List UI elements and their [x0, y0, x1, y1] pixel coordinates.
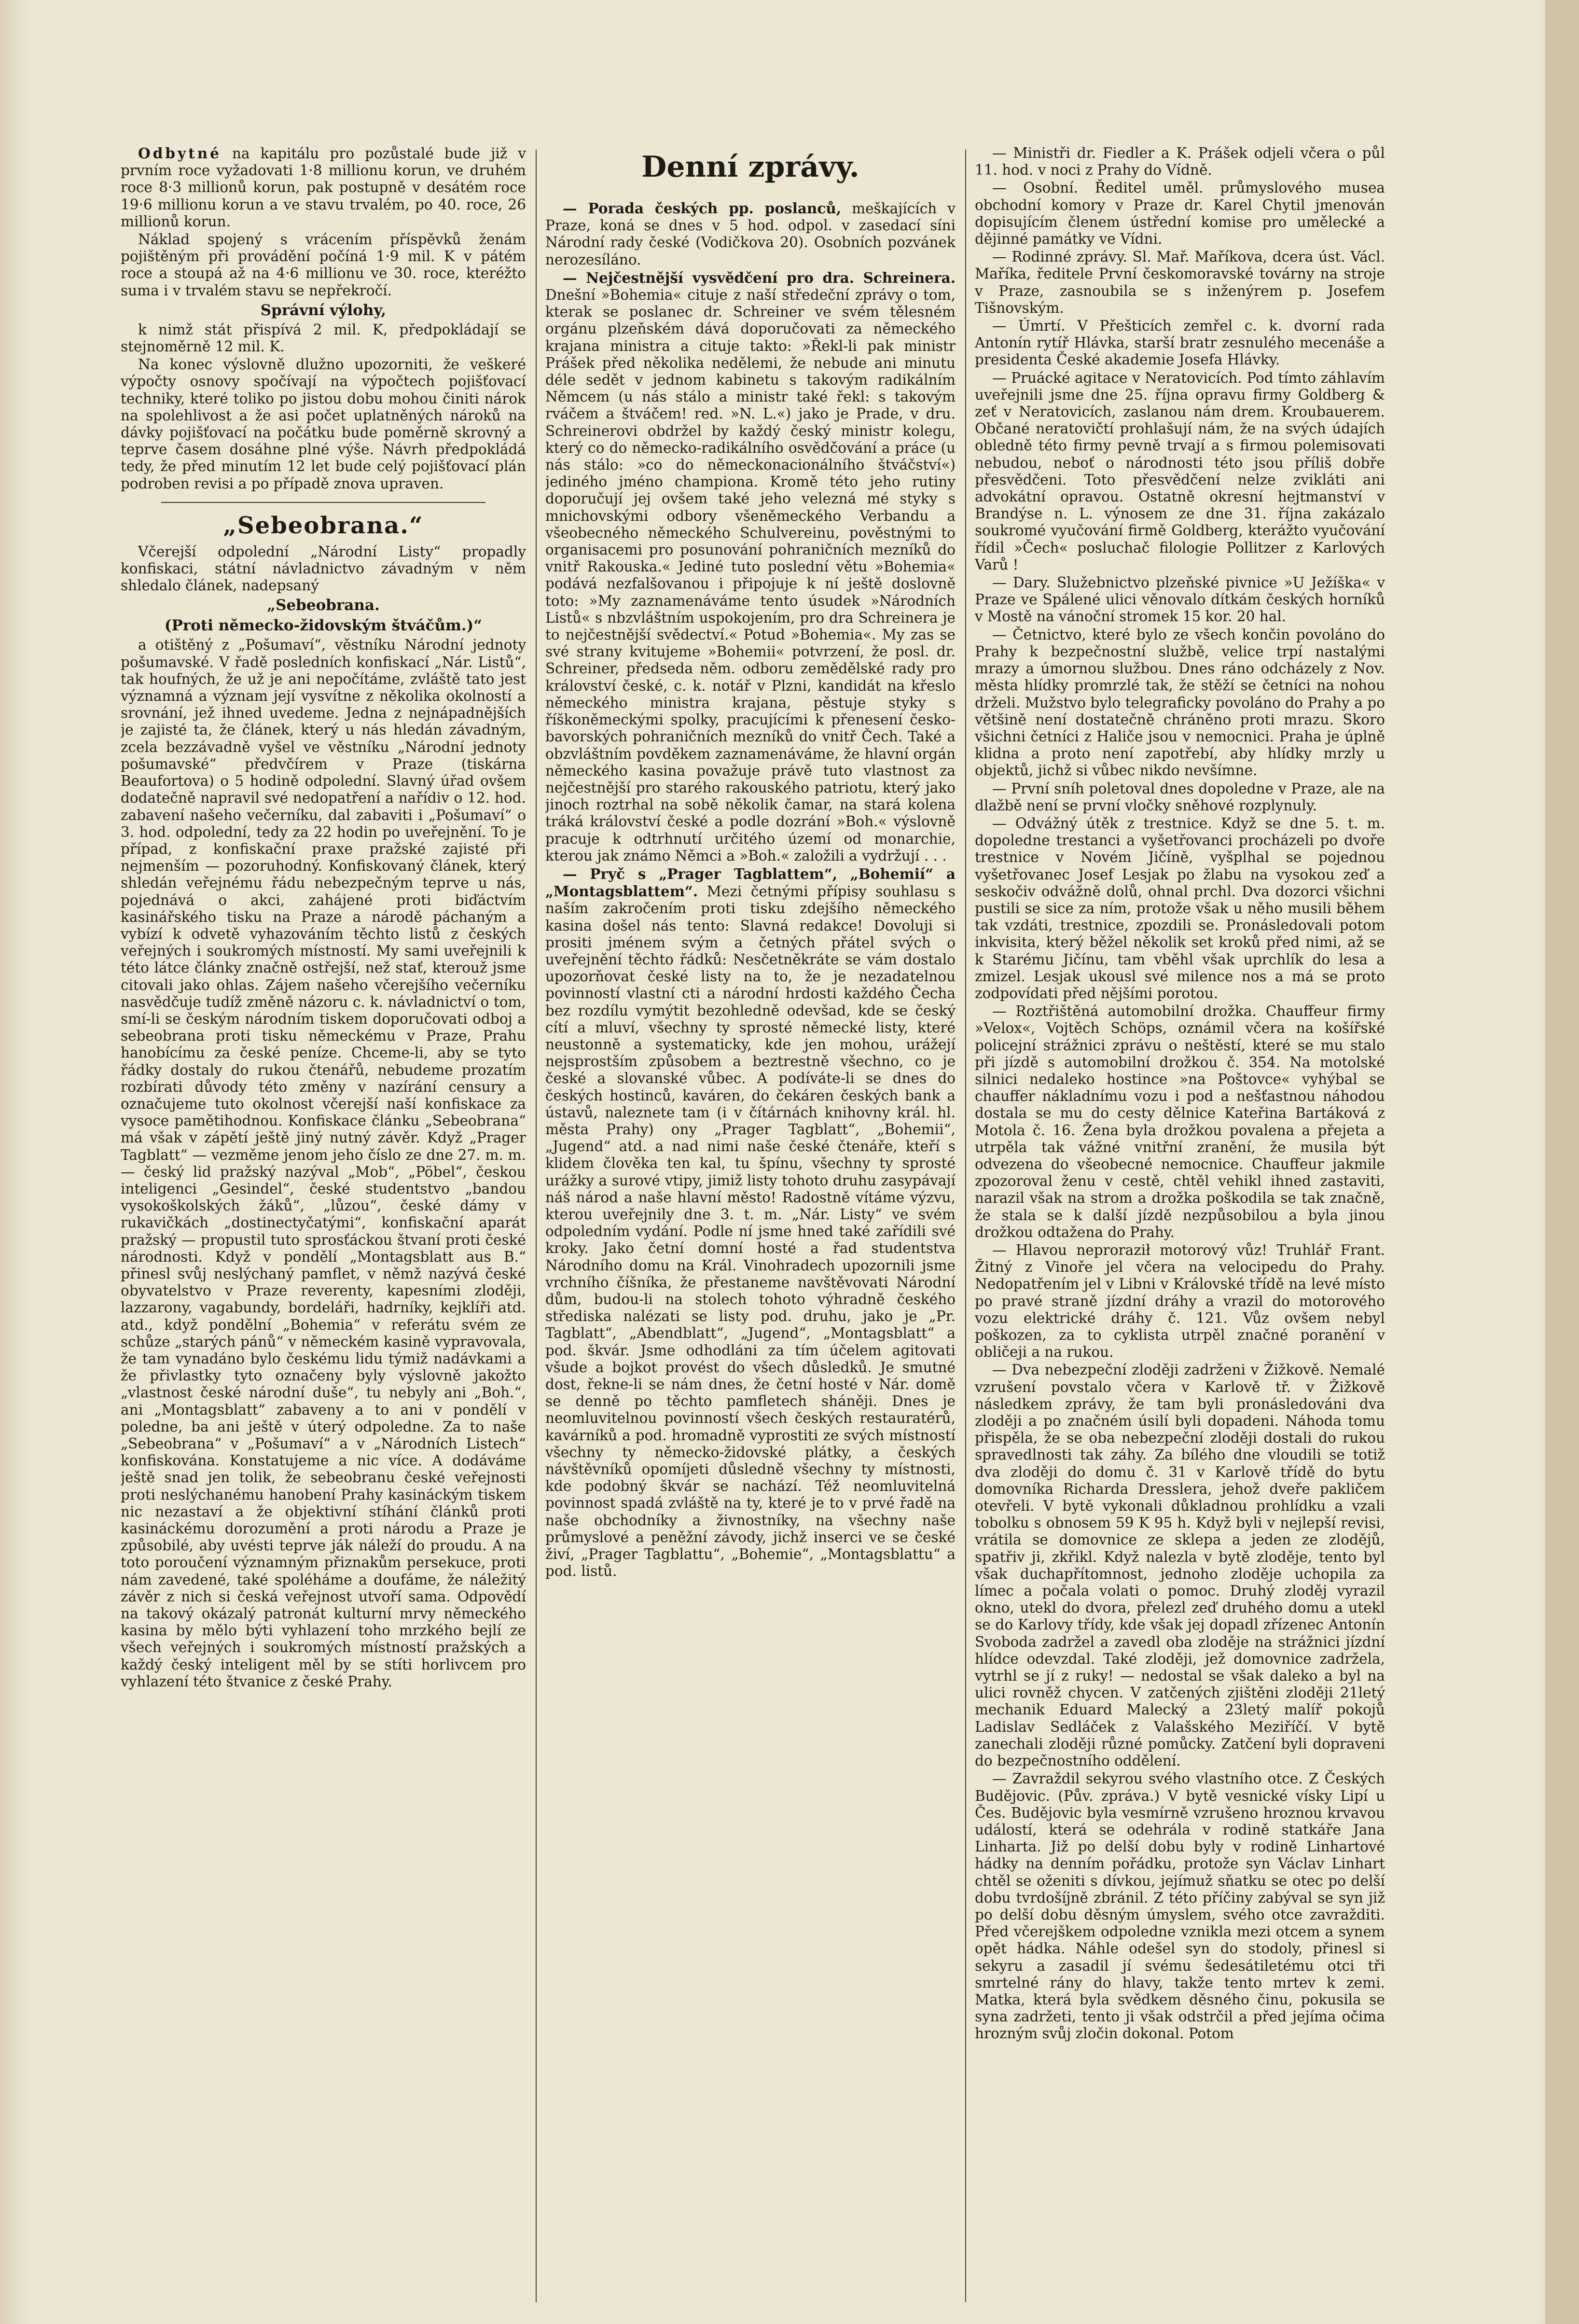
paragraph: a otištěný z „Pošumaví“, věstníku Národní jednoty pošumavské. V řadě posledních konfiskací „Nár. Listů“, tak houfných, že už je ani nepočítáme, zvláště tato jest významná a význam její vysvítne z několika okolností a srovnání, jež ihned uvedeme. Jedna z nejnápadnějších je zajisté ta, že článek, který u nás hledán závadným, zcela bezzávadně vyšel ve věstníku „Národní jednoty pošumavské“ předvčírem v Praze (tiskárna Beaufortova) o 5 hodině odpolední. Slavný úřad ovšem dodatečně napravil své nedopatření a nařídiv o 12. hod. zabavení našeho večerníku, dal zabaviti i „Pošumaví“ o 3. hod. odpolední, tedy za 22 hodin po uveřejnění. To je případ, z konfiskační praxe pražské zajisté při nejmenším — pozoruhodný. Konfiskovaný článek, který shledán veřejnému řádu nebezpečným teprve u nás, pojednává o akci, zahájené proti biďáctvím kasinářského tisku na Praze a národě páchaným a vybízí k odvetě vyhazováním těchto listů z českých veřejných i soukromých místností. My sami uveřejnili k této látce články značně ostřejší, než stať, kterouž jsme citovali jako ohlas. Zájem našeho včerejšího večerníku nasvědčuje tudíž změně názoru c. k. návladnictví o tom, smí-li se českým národním tiskem doporučovati odboj a sebeobrana proti tisku německému v Praze, Prahu hanobícímu za české peníze. Chceme-li, aby se tyto řádky dostaly do rukou čtenářů, nebudeme prozatím rozbírati důvody této změny v nazírání censury a označujeme tuto okolnost včerejší naší konfiskace za vysoce pamětihodnou. Konfiskace článku „Sebeobrana“ má však v zápětí ještě jiný nutný závěr. Když „Prager Tagblatt“ — vezměme jenom jeho číslo ze dne 27. m. m. — český lid pražský nazýval „Mob“, „Pöbel“, českou inteligenci „Gesindel“, české studentstvo „bandou vysokoškolských žáků“, „lůzou“, české dámy v rukavičkách „dostinectyčatými“, konfiskační aparát pražský — propustil tuto sprosťáckou štvaní proti české národnosti. Když v pondělí „Montagsblatt aus B.“ přinesl svůj neslýchaný pamflet, v němž nazývá české obyvatelstvo v Praze reverenty, kapesními zloději, lazzarony, vagabundy, bordeláři, hadrníky, kejklíři atd. atd., když pondělní „Bohemia“ v referátu svém ze schůze „starých pánů“ v německém kasině vypravovala, že tam vynadáno bylo českému lidu týmiž nadávkami a že přivlastky tyto označeny byly výslovně jakožto „vlastnost české národní duše“, tu nebyly ani „Boh.“, ani „Montagsblatt“ zabaveny a to ani v pondělí v poledne, ba ani ještě v úterý odpoledne. Za to naše „Sebeobrana“ v „Pošumaví“ a v „Národních Listech“ konfiskována. Konstatujeme a nic více. A dodáváme ještě snad jen tolik, že sebeobranu české veřejnosti proti neslýchanému hanobení Prahy kasináckým tiskem nic nezastaví a že objektivní stíhání článků proti kasináckému dorozumění a proti národu a Praze je způsobilé, aby uvésti teprve ják náleží do proudu. A na toto poroučení významným přiznakům persekuce, proti nám zavedené, také spoléháme a doufáme, že náležitý závěr z nich si česká veřejnost utvoří sama. Odpovědí na takový okázalý patronát kulturní mrvy německého kasina by mělo býti vyhlazení toho mrzkého bejlí ze všech veřejných i soukromých místností pražských a každý český inteligent měl by se stíti horlivcem pro vyhlazení této štvanice z české Prahy. [121, 637, 526, 1690]
news-item: — Roztřištěná automobilní drožka. Chauffeur firmy »Velox«, Vojtěch Schöps, oznámil včera na košířské policejní strážnici zprávu o neštěstí, které se mu stalo při jízdě s automobilní drožkou č. 354. Na motolské silnici nedaleko hostince »na Poštovce« vyhýbal se chauffer nákladnímu vozu i pod a nešťastnou náhodou dostala se mu do cesty dělnice Kateřina Bartáková z Motola č. 16. Žena byla drožkou povalena a přejeta a utrpěla tak vážné vnitřní zranění, že musila být odvezena do všeobecné nemocnice. Chauffeur jakmile zpozoroval ženu v cestě, chtěl vehikl ihned zastaviti, narazil však na strom a drožka poškodila se tak značně, že stala se k další jízdě nezpůsobilou a byla jinou drožkou odtažena do Prahy. [975, 1003, 1385, 1240]
column-left [121, 145, 526, 2307]
paragraph [545, 269, 956, 864]
lead-word: Odbytné [138, 145, 222, 162]
paragraph: Náklad spojený s vrácením příspěvků ženám pojištěným při provádění počíná 1·9 mil. K v pátém roce a stoupá až na 4·6 millionu ve 30. roce, kteréžto suma i v trvalém stavu se nepřekročí. [121, 231, 526, 299]
news-item: — Rodinné zprávy. Sl. Mař. Maříkova, dcera úst. Václ. Maříka, ředitele První českomoravské továrny na stroje v Praze, zasnoubila se s inženýrem p. Josefem Tišnovským. [975, 249, 1385, 316]
news-item: — První sníh poletoval dnes dopoledne v Praze, ale na dlažbě není se první vločky sněhové rozplynuly. [975, 780, 1385, 814]
news-item: — Hlavou neproraził motorový vůz! Truhlář Frant. Žitný z Vinoře jel včera na velocipedu do Prahy. Nedopatřením jel v Libni v Královské třídě na levé místo po pravé straně jízdní dráhy a vrazil do motorového vozu elektrické dráhy č. 121. Vůz ovšem nebyl poškozen, za to cyklista utrpěl značné poranění v obličeji a na rukou. [975, 1242, 1385, 1361]
news-item: — Četnictvo, které bylo ze všech končin povoláno do Prahy k bezpečnostní službě, velice trpí nastalými mrazy a úmornou službou. Dnes ráno odcházely z Nov. města hlídky promrzlé tak, že stěží se četníci na nohou drželi. Mužstvo bylo telegraficky povoláno do Prahy a po většině není dostatečně chráněno proti mrazu. Skoro všichni četníci z Haliče jsou v nemocnici. Praha je úplně klidna a proto není zapotřebí, aby hlídky mrzly u objektů, jichž si vůbec nikdo nevšímne. [975, 626, 1385, 779]
paragraph-text: Dnešní »Bohemia« cituje z naší středeční zprávy o tom, kterak se poslanec dr. Schreiner ve svém tělesném orgánu plzeňském dává doporučovati za německého krajana ministra a cituje takto: »Řekl-li pak ministr Prášek před několika nedělemi, že nebude ani minutu déle sedět v jednom kabinetu s takovým radikálním Němcem (u nás stálo a ministr také řekl: s takovým rváčem a štváčem! red. »N. L.«) jako je Prade, v dru. Schreinerovi obdržel by každý český ministr kolegu, který co do německo-radikálního osvědčování a práce (u nás stálo: »co do německonacionálního štváčství«) jediného jméno championa. Kromě této jeho rutiny doporučují jej ovšem také jeho velezná mé styky s mnichovskými odbory všeněmeckého Verbandu a všeobecného německého Schulvereinu, pověstnými to organisacemi pro posunování pohraničních mezníků do vnitř Rakouska.« Jediné tuto poslední větu »Bohemia« podává nezfalšovanou i připojuje k ní ještě doslovně toto: »My zaznamenáváme tento úsudek »Národních Listů« s nbzvláštním uspokojením, pro dra Schreinera je to nejčestnější svědectví.« Potud »Bohemia«. My zas se své strany kvitujeme »Bohemii« potvrzení, že posl. dr. Schreiner, předseda něm. odboru zemědělské rady pro království české, c. k. notář v Plzni, kandidát na křeslo německého ministra krajana, pěstuje styky s říškoněmeckými spolky, pracujícími k přenesení česko-bavorských pohraničních mezníků do vnitř Čech. Také a obzvláštním povděkem zaznamenáváme, že hlavní orgán německého kasina považuje právě tuto vlastnost za nejčestnější pro starého rakouského patriotu, který jako jinoch roztrhal na sobě několik čamar, na stará kolena tráká království české a podle dozrání »Boh.« výslovně pracuje k odtrhnutí určitého území od monarchie, kterou jak známo Němci a »Boh.« založili a vydržují . . . [545, 287, 956, 864]
paragraph: Včerejší odpolední „Národní Listy“ propadly konfiskaci, státní návladnictvo závadným v něm shledalo článek, nadepsaný [121, 543, 526, 594]
column-middle [545, 145, 956, 2307]
subheading: (Proti německo-židovským štváčům.)“ [164, 617, 483, 635]
article-heading: „Sebeobrana.“ [223, 512, 424, 539]
paragraph [545, 865, 956, 1580]
news-item: — Odvážný útěk z trestnice. Když se dne 5. t. m. dopoledne trestanci a vyšetřovanci procházeli po dvoře trestnice v Novém Jičíně, vyšplhal se pojednou vyšetřovanec Josef Lesjak po žlabu na vysokou zeď a seskočiv odvážně dolů, ohnal prchl. Dva dozorci všichni pustili se sice za ním, protože však u něho musili během tak vzdáti, trestnice, zpozdili se. Pronásledovali potom inkvisita, který běžel několik set kroků před nimi, až se k Starému Jičínu, tam vběhl však uprchlík do lesa a zmizel. Lesjak ukousl své milence nos a má se proto zodpovídati před nějšími porotou. [975, 815, 1385, 1002]
paragraph [545, 200, 956, 268]
news-heading: — Porada českých pp. poslanců, [563, 200, 842, 217]
subheading: Správní výlohy, [260, 301, 387, 319]
paragraph [121, 145, 526, 230]
section-title: Denní zprávy. [641, 150, 859, 184]
separator [161, 502, 485, 503]
news-heading: — Pryč s „Prager Tagblattem“, „Bohemií“ a „Montagsblattem“. [545, 865, 956, 900]
paragraph-text: Mezi četnými přípisy souhlasu s naším zakročením proti tisku zdejšího německého kasina došel nás tento: Slavná redakce! Dovoluji si prositi jménem svým a četných přátel svých o uveřejnění těchto řádků: Nesčetněkráte se vám dostalo upozorňovat české listy na to, že je nezadatelnou povinností vlastní cti a národní hrdosti každého Čecha bez rozdílu vymýtit bezohledně odevšad, kde se český cítí a mluví, všechny ty sprosté německé listy, které neustonně a systematicky, kde jen mohou, urážejí nejsprostším způsobem a beztrestně všechno, co je české a slovanské vůbec. A podíváte-li se dnes do českých hostinců, kaváren, do čekáren českých bank a ústavů, naleznete tam (i v čítárnách knihovny král. hl. města Prahy) ony „Prager Tagblatt“, „Bohemii“, „Jugend“ atd. a nad nimi naše české čtenáře, kteří s klidem člověka ten kal, tu špínu, všechny ty sprosté urážky a surové vtipy, jimiž listy tohoto druhu zasypávají náš národ a naše hlavní město! Radostně vítáme výzvu, kterou uveřejnily dne 3. t. m. „Nár. Listy“ ve svém odpoledním vydání. Podle ní jsme hned také zařídili své kroky. Jako četní domní hosté a řad studentstva Národního domu na Král. Vinohradech upozornili jsme vrchního číšníka, že přestaneme navštěvovati Národní dům, budou-li na stolech tohoto výhradně českého střediska nalézati se listy pod. druhu, jako je „Pr. Tagblatt“, „Abendblatt“, „Jugend“, „Montagsblatt“ a pod. škvár. Jsme odhodláni za tím účelem agitovati všude a bojkot provést do všech důsledků. Je smutné dost, řekne-li se nám dnes, že četní hosté v Nár. domě se denně po těchto pamfletech sháněji. Dnes je neomluvitelnou povinností všech českých restauratérů, kavárníků a pod. hromadně vyprostiti ze svých místností všechny ty německo-židovské plátky, a českých návštěvníků opomíjeti důsledně všechny ty místnosti, kde podobný škvár se nachází. Též neomluvitelná povinnost spadá zvláště na ty, které je to v prvé řadě na naše obchodníky a živnostníky, na všechny naše průmyslové a peněžní závody, jichž inserci ve se české živí, „Prager Tagblattu“, „Bohemie“, „Montagsblattu“ a pod. listů. [545, 883, 956, 1580]
column-rule [536, 150, 537, 2302]
news-item: — Osobní. Ředitel uměl. průmyslového musea obchodní komory v Praze dr. Karel Chytil jmenován dopisujícím členem ústřední komise pro umělecké a dějinné památky ve Vídni. [975, 180, 1385, 248]
paragraph-text: meškajících v Praze, koná se dnes v 5 hod. odpol. v zasedací síni Národní rady české (Vodičkova 20). Osobních pozvánek nerozesíláno. [545, 200, 956, 268]
news-item: — Zavraždil sekyrou svého vlastního otce. Z Českých Budějovic. (Pův. zpráva.) V bytě vesnické vísky Lipí u Čes. Budějovic byla vesmírně vzrušeno hroznou krvavou událostí, která se odehrála v rodině statkáře Jana Linharta. Již po delší dobu byly v rodině Linhartové hádky na denním pořádku, protože syn Václav Linhart chtěl se oženiti s dívkou, jejímuž sňatku se otec po delší dobu tvrdošíjně zbránil. Z této příčiny zabýval se syn již po delší dobu děsným úmyslem, svého otce zavražditi. Před včerejškem odpoledne vznikla mezi otcem a synem opět hádka. Náhle odešel syn do stodoly, přinesl si sekyru a zasadil jí svému šedesátiletému otci tři smrtelné rány do hlavy, takže tento mrtev k zemi. Matka, která byla svědkem děsného činu, pokusila se syna zadržeti, tento ji však odstrčil a před jejíma očima hrozným svůj zločin dokonal. Potom [975, 1770, 1385, 2042]
news-item: — Dva nebezpeční zloději zadrženi v Žižkově. Nemalé vzrušení povstalo včera v Karlově tř. v Žižkově následkem zprávy, že tam byli pronásledováni dva zloději a po značném úsilí byli dopadeni. Náhoda tomu přispěla, že se oba nebezpeční zloději dostali do rukou spravedlnosti tak záhy. Za bílého dne vloudili se totiž dva zloději do domu č. 31 v Karlově třídě do bytu domovníka Richarda Dresslera, jehož dveře pakličem otevřeli. V bytě vykonali důkladnou prohlídku a vzali tobolku s obnosem 59 K 95 h. Když byli v nejlepší revisi, vrátila se domovnice ze sklepa a jeden ze zlodějů, spatřiv ji, zkřikl. Když nalezla v bytě zloděje, tento byl však duchapřítomnost, jednoho zloděje uchopila za límec a počala volati o pomoc. Druhý zloděj vyrazil okno, utekl do dvora, přelezl zeď druhého domu a utekl se do Karlovy třídy, kde však jej dopadl zřízenec Antonín Svoboda zadržel a zavedl oba zloděje na strážnici jízdní hlídce odevzdal. Také zloději, jež domovnice zadržela, vytrhl se jí z ruky! — nedostal se však daleko a byl na ulici rovněž chycen. V zatčených zjištěni zloději 21letý mechanik Eduard Malecký a 23letý malíř pokojů Ladislav Sedláček z Valašského Meziříčí. V bytě zanechali zloději různé pomůcky. Zatčení byli dopraveni do bezpečnostního oddělení. [975, 1362, 1385, 1769]
news-item: — Ministři dr. Fiedler a K. Prášek odjeli včera o půl 11. hod. v noci z Prahy do Vídně. [975, 145, 1385, 179]
news-item: — Dary. Služebnictvo plzeňské pivnice »U Ježíška« v Praze ve Spálené ulici věnovalo dítkám českých horníků v Mostě na vánoční stromek 15 kor. 20 hal. [975, 574, 1385, 625]
page-margin [1545, 0, 1579, 2324]
paragraph: k nimž stát přispívá 2 mil. K, předpokládají se stejnoměrně 12 mil. K. [121, 321, 526, 355]
paragraph: Na konec výslovně dlužno upozorniti, že veškeré výpočty osnovy spočívají na výpočtech pojišťovací techniky, které toliko po jistou dobu mohou činiti nárok na spolehlivost a že asi počet uplatněných nároků na dávky pojišťovací na počátku bude poměrně skrovný a teprve časem dosáhne plné výše. Návrh předpokládá tedy, že před minutím 12 let bude celý pojišťovací plán podroben revisi a po případě znova upraven. [121, 356, 526, 492]
news-item: — Úmrtí. V Přešticích zemřel c. k. dvorní rada Antonín rytíř Hlávka, starší bratr zesnulého mecenáše a presidenta České akademie Josefa Hlávky. [975, 318, 1385, 368]
news-heading: — Nejčestnější vysvědčení pro dra. Schreinera. [563, 269, 956, 286]
column-right [975, 145, 1385, 2307]
subheading: „Sebeobrana. [267, 597, 380, 614]
column-rule [965, 150, 966, 2302]
paragraph-text: na kapitálu pro pozůstalé bude již v prvním roce vyžadovati 1·8 millionu korun, ve druhém roce 8·3 millionů korun, pak postupně v desátém roce 19·6 millionu korun a ve stavu trvalém, po 40. roce, 26 millionů korun. [121, 145, 526, 230]
news-item: — Pruácké agitace v Neratovicích. Pod tímto záhlavím uveřejnili jsme dne 25. října opravu firmy Goldberg & zeť v Neratovicích, zaslanou nám drem. Kroubauerem. Občané neratovičtí prohlašují nám, že na svých údajích obledně této firmy pevně trvají a s firmou polemisovati nebudou, neboť o národnosti této jsou příliš dobře přesvědčeni. Toto přesvědčení nelze zvikláti ani advokátní opravou. Ostatně okresní hejtmanství v Brandýse n. L. výnosem ze dne 31. října zakázalo soukromé vyučování firmě Goldberg, kterážto vyučování řídil »Čech« posluchač filologie Pollitzer z Karlových Varů ! [975, 369, 1385, 573]
